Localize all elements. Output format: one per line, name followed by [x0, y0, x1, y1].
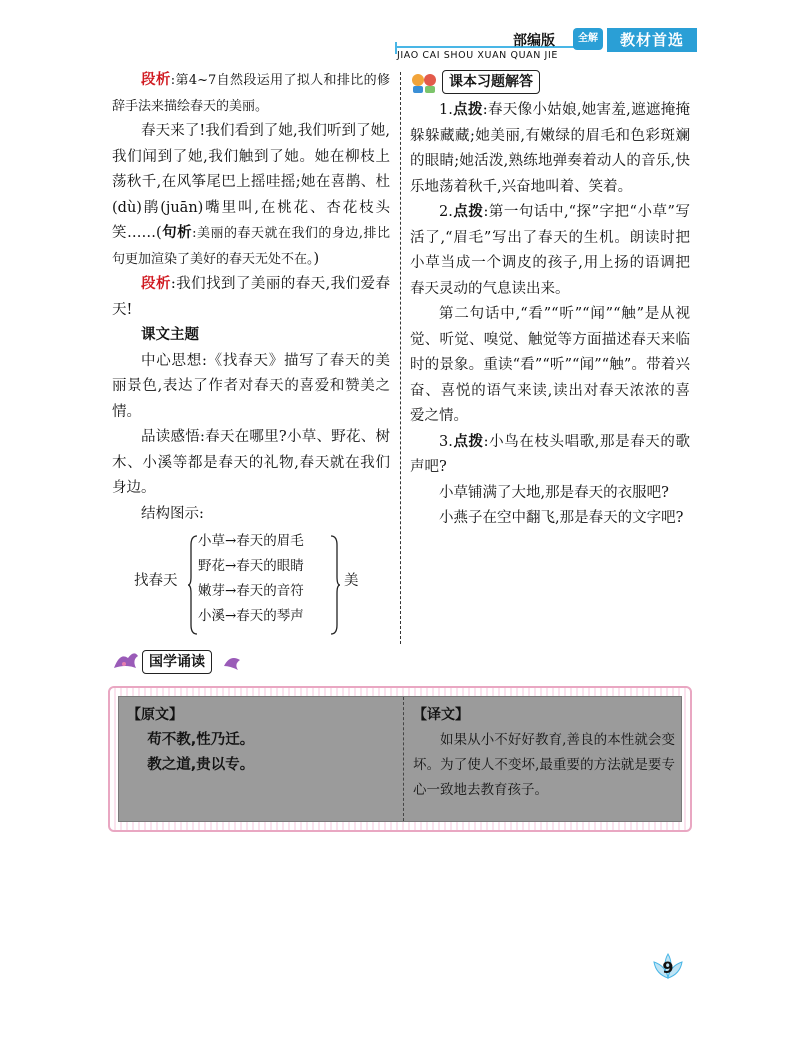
left-column — [112, 68, 390, 637]
ornament-icon — [222, 652, 242, 672]
original-text-panel — [127, 703, 397, 778]
sentence-analysis-text: :美丽的春天就在我们的身边,排比句更加渲染了美好的春天无处不在。 — [112, 226, 391, 267]
kids-icon — [410, 72, 440, 94]
right-column — [410, 98, 690, 532]
analysis-label: 段析 — [141, 276, 171, 292]
brand-title: 教材首选 — [607, 28, 697, 52]
answer-number: 2. — [439, 204, 453, 220]
answer-text: :春天像小姑娘,她害羞,遮遮掩掩躲躲藏藏;她美丽,有嫩绿的眉毛和色彩斑斓的眼睛;她活泼,熟练地弹奏着动人的音乐,快乐地荡着秋千,兴奋地叫着、笑着。 — [410, 102, 691, 195]
right-brace-icon — [330, 535, 340, 635]
classics-box-inner — [118, 696, 682, 822]
answer-2 — [410, 200, 690, 302]
exercise-answers-title: 课本习题解答 — [442, 70, 540, 94]
structure-item: 嫩芽→春天的音符 — [198, 583, 304, 599]
original-tag: 【原文】 — [127, 707, 183, 723]
structure-item: 小溪→春天的琴声 — [198, 608, 304, 624]
answer-3 — [410, 430, 690, 481]
original-line: 苟不教,性乃迁。 — [147, 732, 255, 748]
paragraph-analysis-1 — [112, 68, 390, 119]
answer-3-line-3: 小燕子在空中翻飞,那是春天的文字吧? — [439, 510, 684, 526]
answer-3-line-2: 小草铺满了大地,那是春天的衣服吧? — [439, 484, 669, 501]
insight-text: 品读感悟:春天在哪里?小草、野花、树木、小溪等都是春天的礼物,春天就在我们身边。 — [112, 429, 390, 496]
theme-text: 中心思想:《找春天》描写了春天的美丽景色,表达了作者对春天的喜爱和赞美之情。 — [112, 352, 390, 420]
left-brace-icon — [188, 535, 198, 635]
analysis-text: :第4~7自然段运用了拟人和排比的修辞手法来描绘春天的美丽。 — [112, 73, 390, 114]
structure-root: 找春天 — [134, 573, 178, 589]
analysis-text: :我们找到了美丽的春天,我们爱春天! — [112, 276, 391, 318]
original-line: 教之道,贵以专。 — [147, 757, 255, 773]
sentence-analysis-label: 句析 — [161, 225, 193, 241]
text-passage — [112, 119, 390, 272]
answer-text: :第一句话中,“探”字把“小草”写活了,“眉毛”写出了春天的生机。朗读时把小草当成一个调皮的孩子,用上扬的语调把春天灵动的气息读出来。 — [410, 204, 690, 297]
structure-diagram — [112, 529, 390, 637]
brand-logo: 全解 — [573, 28, 603, 50]
translation-text: 如果从小不好好教育,善良的本性就会变坏。为了使人不变坏,最重要的方法就是要专心一致地去教育孩子。 — [413, 732, 675, 798]
column-divider — [400, 72, 401, 644]
structure-item: 野花→春天的眼睛 — [198, 558, 304, 574]
classics-reading-badge — [112, 648, 252, 676]
passage-text: 春天来了!我们看到了她,我们听到了她,我们闻到了她,我们触到了她。她在柳枝上荡秋千,在风筝尾巴上摇哇摇;她在喜鹊、杜(dù)鹃(juān)嘴里叫,在桃花、杏花枝头笑……( — [112, 123, 390, 241]
passage-close: ) — [313, 250, 320, 267]
hint-label: 点拨 — [452, 433, 484, 450]
analysis-label: 段析 — [141, 72, 171, 88]
classics-reading-title: 国学诵读 — [142, 650, 212, 674]
page-number: 9 — [662, 958, 674, 977]
hint-label: 点拨 — [452, 204, 484, 220]
translation-panel — [413, 703, 675, 803]
header-rule — [395, 46, 585, 48]
structure-title: 结构图示: — [141, 505, 204, 522]
classics-box — [108, 686, 692, 832]
structure-item: 小草→春天的眉毛 — [198, 533, 304, 549]
classics-divider — [403, 697, 404, 821]
paragraph-analysis-2 — [112, 272, 390, 323]
hint-label: 点拨 — [452, 102, 483, 118]
answer-text: :小鸟在枝头唱歌,那是春天的歌声吧? — [410, 433, 690, 475]
answer-2-continued: 第二句话中,“看”“听”“闻”“触”是从视觉、听觉、嗅觉、触觉等方面描述春天来临时的景象。重读“看”“听”“闻”“触”。带着兴奋、喜悦的语气来读,读出对春天浓浓的喜爱之情。 — [410, 306, 690, 424]
answer-number: 1. — [439, 102, 453, 118]
page-header — [395, 28, 795, 68]
answer-1 — [410, 98, 690, 200]
brand-pinyin: JIAO CAI SHOU XUAN QUAN JIE — [397, 50, 558, 61]
ornament-icon — [112, 648, 140, 674]
structure-end: 美 — [344, 573, 359, 589]
edition-label: 部编版 — [513, 33, 555, 49]
theme-title: 课文主题 — [141, 327, 199, 343]
translation-tag: 【译文】 — [413, 707, 469, 723]
page-number-badge — [648, 952, 688, 982]
structure-items — [198, 529, 304, 629]
answer-number: 3. — [439, 433, 453, 450]
